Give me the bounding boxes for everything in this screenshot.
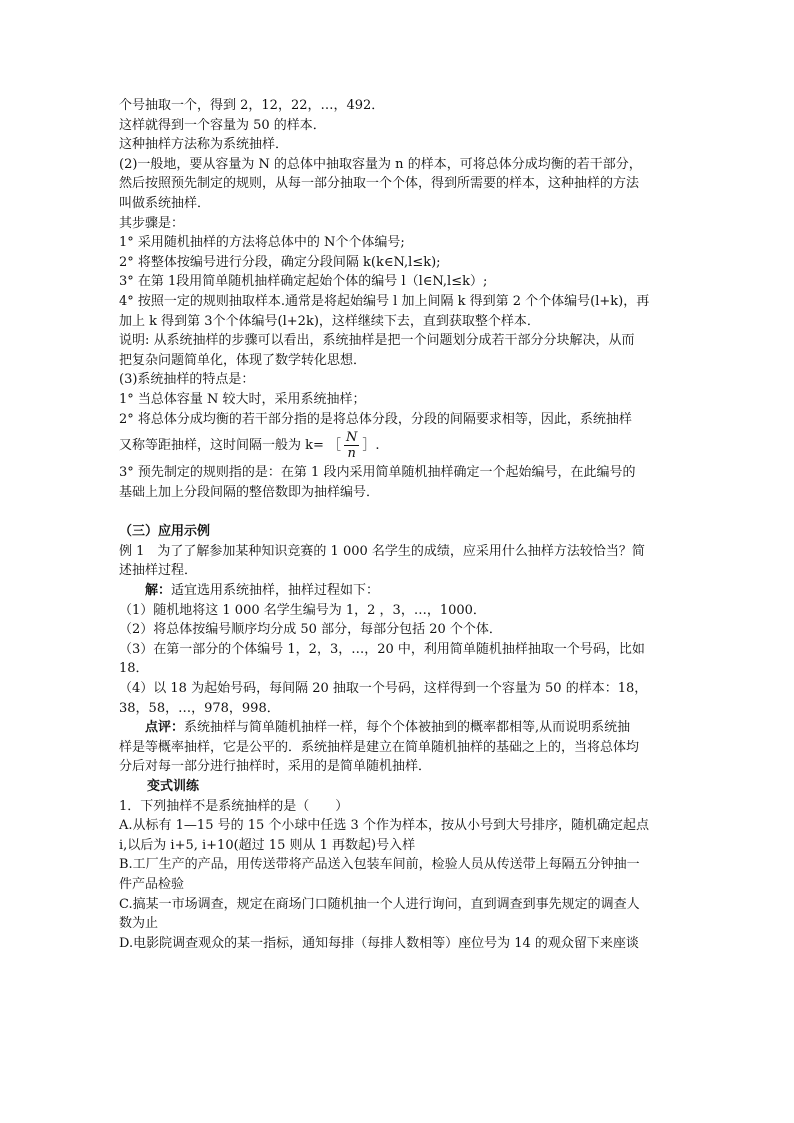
text-line: 1° 采用随机抽样的方法将总体中的 N个个体编号; [119, 235, 405, 251]
practice-heading: 变式训练 [147, 779, 200, 794]
comment-label: 点评： [145, 720, 185, 736]
solution-step: （1）随机地将这 1 000 名学生编号为 1，2 ，3，…，1000． [119, 602, 486, 618]
text-line: 3° 在第 1段用简单随机抽样确定起始个体的编号 l（l∈N,l≤k）; [119, 274, 488, 290]
fraction [344, 430, 359, 461]
fraction-numerator: N [346, 430, 358, 446]
formula-line [119, 429, 679, 463]
solution-step: 38，58，…，978，998． [119, 700, 280, 716]
comment-text: 系统抽样与简单随机抽样一样，每个个体被抽到的概率都相等,从而说明系统抽 [184, 720, 631, 736]
text-line: 把复杂问题简单化，体现了数学转化思想． [119, 352, 367, 368]
option-line: 件产品检验 [119, 876, 185, 892]
formula-prefix: 又称等距抽样，这时间隔一般为 k= ［ [119, 438, 342, 454]
text-line: 2° 将总体分成均衡的若干部分指的是将总体分段，分段的间隔要求相等，因此，系统抽样 [119, 411, 632, 427]
comment-line: 样是等概率抽样，它是公平的．系统抽样是建立在简单随机抽样的基础之上的，当将总体均 [119, 739, 640, 755]
text-line: 2° 将整体按编号进行分段，确定分段间隔 k(k∈N,l≤k); [119, 254, 441, 270]
option-line: B.工厂生产的产品，用传送带将产品送入包装车间前，检验人员从传送带上每隔五分钟抽一 [119, 857, 640, 873]
formula-suffix: ］. [362, 438, 380, 454]
text-line: 个号抽取一个，得到 2，12，22，…，492． [119, 98, 385, 113]
text-line: 4° 按照一定的规则抽取样本.通常是将起始编号 l 加上间隔 k 得到第 2 个个体编号(l+k)，再 [119, 293, 650, 309]
text-line: 基础上加上分段间隔的整倍数即为抽样编号． [119, 484, 380, 500]
text-line: 加上 k 得到第 3个个体编号(l+2k)，这样继续下去，直到获取整个样本． [119, 313, 540, 329]
solution-step: 18． [119, 661, 149, 677]
text-line: 1° 当总体容量 N 较大时，采用系统抽样； [119, 391, 366, 407]
example-line: 述抽样过程． [119, 563, 198, 579]
document-body [119, 96, 679, 953]
section-heading: （三）应用示例 [119, 524, 211, 540]
example-line: 例 1 为了了解参加某种知识竞赛的 1 000 名学生的成绩，应采用什么抽样方法较恰当？简 [119, 543, 645, 559]
solution-step: （4）以 18 为起始号码，每间隔 20 抽取一个号码，这样得到一个容量为 50 的样本：18， [119, 681, 648, 697]
text-line: (2)一般地，要从容量为 N 的总体中抽取容量为 n 的样本，可将总体分成均衡的若干部分， [119, 156, 642, 172]
option-line: A.从标有 1—15 号的 15 个小球中任选 3 个作为样本，按从小号到大号排序，随机确定起点 [119, 818, 649, 834]
text-line: 其步骤是： [119, 215, 185, 231]
option-line: D.电影院调查观众的某一指标，通知每排（每排人数相等）座位号为 14 的观众留下来座谈 [119, 935, 639, 951]
text-line: 说明: 从系统抽样的步骤可以看出，系统抽样是把一个问题划分成若干部分分块解决，从而 [119, 333, 635, 349]
text-line: (3)系统抽样的特点是： [119, 372, 255, 388]
text-line: 然后按照预先制定的规则，从每一部分抽取一个个体，得到所需要的样本，这种抽样的方法 [119, 176, 640, 192]
text-line: 叫做系统抽样． [119, 195, 211, 211]
text-line: 3° 预先制定的规则指的是：在第 1 段内采用简单随机抽样确定一个起始编号，在此编号的 [119, 465, 636, 481]
text-line: 这样就得到一个容量为 50 的样本． [119, 117, 326, 133]
spacer [119, 502, 679, 522]
comment-line: 分后对每一部分进行抽样时，采用的是简单随机抽样． [119, 759, 432, 775]
option-line: 数为止 [119, 916, 159, 932]
solution-label: 解： [145, 583, 172, 599]
question-line: 1．下列抽样不是系统抽样的是（ ） [119, 798, 349, 814]
option-line: i,以后为 i+5, i+10(超过 15 则从 1 再数起)号入样 [119, 837, 416, 853]
comment-line [119, 718, 679, 738]
solution-text: 适宜选用系统抽样，抽样过程如下： [171, 583, 380, 599]
option-line: C.搞某一市场调查，规定在商场门口随机抽一个人进行询问，直到调查到事先规定的调查人 [119, 896, 640, 912]
solution-step: （3）在第一部分的个体编号 1，2，3，…，20 中，利用简单随机抽样抽取一个号码，比如 [119, 641, 645, 657]
solution-step: （2）将总体按编号顺序均分成 50 部分，每部分包括 20 个个体． [119, 622, 502, 638]
fraction-denominator: n [347, 446, 356, 462]
solution-line [119, 581, 679, 601]
text-line: 这种抽样方法称为系统抽样． [119, 137, 289, 153]
